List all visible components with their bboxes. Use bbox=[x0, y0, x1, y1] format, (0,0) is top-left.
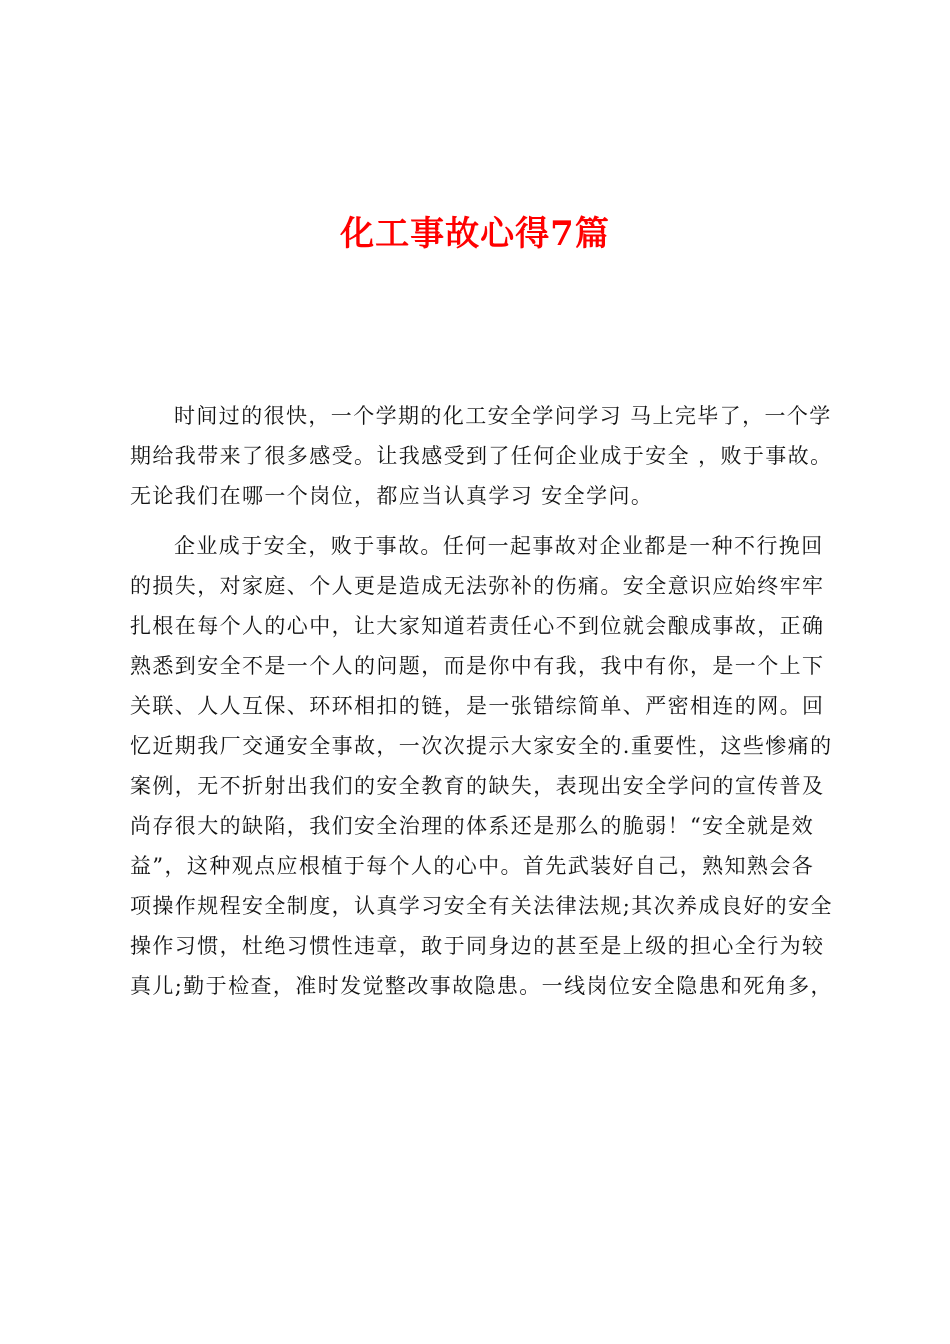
paragraph-line: 熟悉到安全不是一个人的问题，而是你中有我，我中有你，是一个上下 bbox=[130, 654, 825, 678]
document-body bbox=[130, 396, 832, 1016]
paragraph-2 bbox=[130, 526, 832, 1006]
paragraph-line: 尚存很大的缺陷，我们安全治理的体系还是那么的脆弱！“安全就是效 bbox=[130, 814, 815, 838]
paragraph-1 bbox=[130, 396, 832, 516]
paragraph-line: 无论我们在哪一个岗位，都应当认真学习 安全学问。 bbox=[130, 484, 654, 508]
paragraph-line: 操作习惯，杜绝习惯性违章，敢于同身边的甚至是上级的担心全行为较 bbox=[130, 934, 825, 958]
paragraph-line: 案例，无不折射出我们的安全教育的缺失，表现出安全学问的宣传普及 bbox=[130, 774, 825, 798]
paragraph-line: 真儿;勤于检查，准时发觉整改事故隐患。一线岗位安全隐患和死角多， bbox=[130, 974, 833, 998]
paragraph-line: 时间过的很快，一个学期的化工安全学问学习 马上完毕了，一个学 bbox=[174, 404, 832, 428]
paragraph-line: 项操作规程安全制度，认真学习安全有关法律法规;其次养成良好的安全 bbox=[130, 894, 833, 918]
paragraph-line: 期给我带来了很多感受。让我感受到了任何企业成于安全 ，败于事故。 bbox=[130, 444, 833, 468]
document-title: 化工事故心得7篇 bbox=[340, 214, 610, 254]
paragraph-line: 忆近期我厂交通安全事故，一次次提示大家安全的.重要性，这些惨痛的 bbox=[130, 734, 833, 758]
paragraph-line: 企业成于安全，败于事故。任何一起事故对企业都是一种不行挽回 bbox=[174, 534, 824, 558]
paragraph-line: 的损失，对家庭、个人更是造成无法弥补的伤痛。安全意识应始终牢牢 bbox=[130, 574, 825, 598]
paragraph-line: 益”，这种观点应根植于每个人的心中。首先武装好自己，熟知熟会各 bbox=[130, 854, 815, 878]
paragraph-line: 扎根在每个人的心中，让大家知道若责任心不到位就会酿成事故，正确 bbox=[130, 614, 825, 638]
paragraph-line: 关联、人人互保、环环相扣的链，是一张错综简单、严密相连的网。回 bbox=[130, 694, 825, 718]
